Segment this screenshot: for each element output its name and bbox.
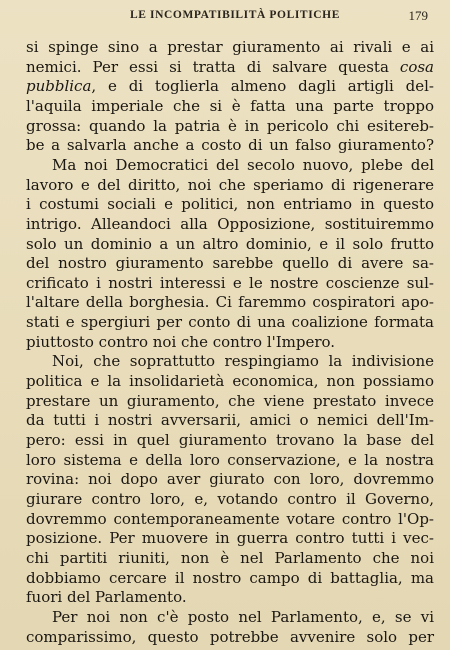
text-line: posizione. Per muovere in guerra contro tutti i vec- bbox=[26, 529, 434, 548]
text-line: politica e la insolidarietà economica, non possiamo bbox=[26, 372, 434, 391]
text-line: chi partiti riuniti, non è nel Parlamento che noi bbox=[26, 548, 434, 567]
text-line: da tutti i nostri avversarii, amici o nemici dell'Im- bbox=[26, 411, 434, 430]
text-line: intrigo. Alleandoci alla Opposizione, sostituiremmo bbox=[26, 214, 434, 233]
text-line: prestare un giuramento, che viene prestato invece bbox=[26, 391, 434, 410]
text-line: dovremmo contemporaneamente votare contro l'Op- bbox=[26, 509, 434, 528]
text-line: be a salvarla anche a costo di un falso giuramento? bbox=[26, 136, 434, 155]
text-line: l'altare della borghesia. Ci faremmo cospiratori apo- bbox=[26, 293, 434, 312]
text-line: dobbiamo cercare il nostro campo di battaglia, ma bbox=[26, 568, 434, 587]
text-line: giurare contro loro, e, votando contro il Governo, bbox=[26, 489, 434, 508]
text-line: l'aquila imperiale che si è fatta una parte troppo bbox=[26, 96, 434, 115]
text-line: fuori del Parlamento. bbox=[26, 588, 187, 607]
page-header bbox=[0, 9, 450, 29]
text-line: Ma noi Democratici del secolo nuovo, plebe del bbox=[52, 155, 434, 174]
text-line: pubblica, e di toglierla almeno dagli artigli del- bbox=[26, 77, 434, 96]
text-line: lavoro e del diritto, noi che speriamo di rigenerare bbox=[26, 175, 434, 194]
text-line: pero: essi in quel giuramento trovano la base del bbox=[26, 431, 434, 449]
running-head: LE INCOMPATIBILITÀ POLITICHE bbox=[130, 9, 340, 21]
text-line: i costumi sociali e politici, non entriamo in questo bbox=[26, 195, 434, 214]
text-line: piuttosto contro noi che contro l'Impero. bbox=[26, 332, 336, 351]
page-number: 179 bbox=[408, 8, 428, 23]
text-line: comparissimo, questo potrebbe avvenire solo per bbox=[26, 627, 434, 646]
text-line: grossa: quando la patria è in pericolo chi esitereb- bbox=[26, 116, 434, 135]
text-line: si spinge sino a prestar giuramento ai rivali e ai bbox=[26, 38, 434, 56]
text-line: solo un dominio a un altro dominio, e il solo frutto bbox=[26, 234, 434, 253]
text-line: nemici. Per essi si tratta di salvare questa cosa bbox=[26, 57, 434, 76]
text-line: crificato i nostri interessi e le nostre coscienze sul- bbox=[26, 273, 434, 292]
text-line: stati e spergiuri per conto di una coalizione formata bbox=[26, 313, 434, 332]
text-line: loro sistema e della loro conservazione, e la nostra bbox=[26, 450, 434, 469]
text-line: rovina: noi dopo aver giurato con loro, dovremmo bbox=[26, 470, 434, 489]
text-line: Noi, che soprattutto respingiamo la indivisione bbox=[52, 352, 434, 371]
text-line: Per noi non c'è posto nel Parlamento, e, se vi bbox=[52, 607, 434, 626]
text-line: del nostro giuramento sarebbe quello di avere sa- bbox=[26, 254, 434, 273]
